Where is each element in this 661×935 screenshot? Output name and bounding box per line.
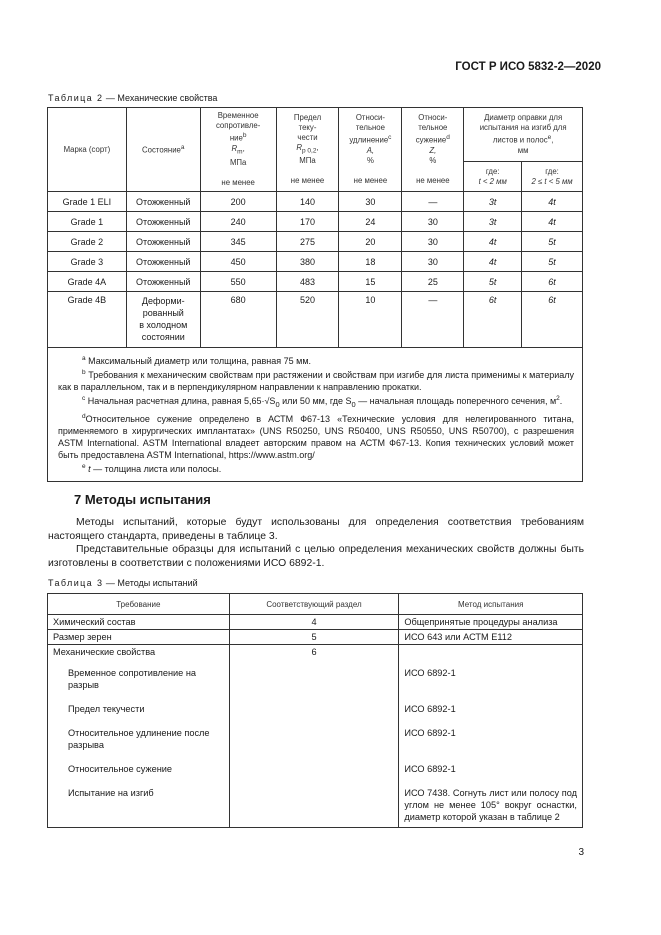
section-7-title: 7 Методы испытания <box>74 492 211 507</box>
header-reduction: Относи- тельное сужение$^d$ Z, % не менее <box>402 108 464 192</box>
section-7-paragraph: Представительные образцы для испытаний с целью определения механических свойств должны быть изготовлены в соответствии с положениями ИСО 6892-1. <box>48 544 584 569</box>
header-bend-thick: где: 2 ≤ t < 5 мм <box>522 162 583 192</box>
value-cell: 170 <box>276 212 339 232</box>
value-cell: 345 <box>200 232 276 252</box>
value-cell: 200 <box>200 192 276 212</box>
section-7-paragraph: Методы испытаний, которые будут использованы для определения соответствия требованиям настоящего стандарта, приведены в таблице 3. <box>48 517 584 542</box>
page-number: 3 <box>578 847 584 858</box>
method-cell: ИСО 7438. Согнуть лист или полосу под углом не менее 105° вокруг оснастки, диаметр которой указан в таблице 2 <box>399 781 583 828</box>
table-row <box>48 252 583 272</box>
method-cell: ИСО 643 или АСТМ Е112 <box>399 630 583 645</box>
value-cell: 18 <box>339 252 402 272</box>
method-cell: ИСО 6892-1 <box>399 661 583 697</box>
document-header: ГОСТ Р ИСО 5832-2—2020 <box>455 61 601 73</box>
section-cell: 6 <box>229 645 399 662</box>
method-cell <box>399 645 583 662</box>
requirement-cell: Временное сопротивление на разрыв <box>48 661 230 697</box>
grade-cell: Grade 1 ELI <box>48 192 127 212</box>
header-elongation: Относи- тельное удлинение$^c$ A, % не менее <box>339 108 402 192</box>
requirement-cell: Предел текучести <box>48 697 230 721</box>
value-cell: 140 <box>276 192 339 212</box>
note-e: $^e$ t — толщина листа или полосы. <box>82 462 222 474</box>
condition-cell: Отожженный <box>126 272 200 292</box>
value-cell: 5t <box>522 232 583 252</box>
table2-notes <box>48 348 583 482</box>
table-row <box>48 292 583 348</box>
requirement-cell: Испытание на изгиб <box>48 781 230 828</box>
mechanical-properties-table <box>47 107 583 482</box>
value-cell: 25 <box>402 272 464 292</box>
value-cell: 450 <box>200 252 276 272</box>
value-cell: 240 <box>200 212 276 232</box>
value-cell: 20 <box>339 232 402 252</box>
header-requirement: Требование <box>48 594 230 615</box>
value-cell: 483 <box>276 272 339 292</box>
value-cell: 5t <box>522 252 583 272</box>
table-row <box>48 232 583 252</box>
section-cell <box>229 721 399 757</box>
note-c: $^c$ Начальная расчетная длина, равная $5,65\cdot√S_0$ или 50 мм, где $S_0$ — начальная площадь поперечного сечения, $м^2$. <box>82 395 563 409</box>
table-row <box>48 757 583 781</box>
requirement-cell: Размер зерен <box>48 630 230 645</box>
condition-cell: Отожженный <box>126 212 200 232</box>
method-cell: ИСО 6892-1 <box>399 697 583 721</box>
header-section: Соответствующий раздел <box>229 594 399 615</box>
header-bend-diameter: Диаметр оправки для испытания на изгиб для листов и полос$^e$, мм <box>464 108 583 162</box>
section-cell: 5 <box>229 630 399 645</box>
value-cell: 10 <box>339 292 402 348</box>
value-cell: 24 <box>339 212 402 232</box>
section-cell <box>229 781 399 828</box>
table-row <box>48 661 583 697</box>
note-a: $^a$ Максимальный диаметр или толщина, равная 75 мм. <box>82 355 312 366</box>
table3-caption: Таблица 3 — Методы испытаний <box>48 578 198 588</box>
value-cell: 3t <box>464 192 522 212</box>
table-row <box>48 721 583 757</box>
method-cell: ИСО 6892-1 <box>399 721 583 757</box>
grade-cell: Grade 1 <box>48 212 127 232</box>
test-methods-table <box>47 593 583 828</box>
grade-cell: Grade 4B <box>48 292 127 348</box>
value-cell: 4t <box>522 212 583 232</box>
method-cell: ИСО 6892-1 <box>399 757 583 781</box>
value-cell: — <box>402 292 464 348</box>
table-row <box>48 272 583 292</box>
section-cell <box>229 661 399 697</box>
value-cell: 520 <box>276 292 339 348</box>
section-cell: 4 <box>229 615 399 630</box>
value-cell: 6t <box>522 272 583 292</box>
value-cell: 680 <box>200 292 276 348</box>
table-row <box>48 212 583 232</box>
section-cell <box>229 757 399 781</box>
table-row <box>48 630 583 645</box>
section-7-text <box>48 516 584 570</box>
note-d: $^d$Относительное сужение определено в АСТМ Ф67-13 «Технические условия для нелегированного титана, применяемого в хирургических имплантатах» (UNS R50250, UNS R50400, UNS R50550, UNS R50700), с разрешения ASTM International. ASTM International владеет авторским правом на АСТМ Ф67-13. Копия технических условий может быть предоставлена ASTM International, https://www.astm.org/ <box>58 412 574 460</box>
table2-caption: Таблица 2 — Механические свойства <box>48 93 218 103</box>
value-cell: 6t <box>522 292 583 348</box>
section-cell <box>229 697 399 721</box>
value-cell: 275 <box>276 232 339 252</box>
grade-cell: Grade 4A <box>48 272 127 292</box>
header-bend-thin: где: t < 2 мм <box>464 162 522 192</box>
method-cell: Общепринятые процедуры анализа <box>399 615 583 630</box>
value-cell: 15 <box>339 272 402 292</box>
value-cell: 30 <box>402 232 464 252</box>
header-grade: Марка (сорт) <box>48 108 127 192</box>
header-tensile: Временное сопротивле- ние$^b$ $R_m$, МПа не менее <box>200 108 276 192</box>
grade-cell: Grade 3 <box>48 252 127 272</box>
value-cell: 4t <box>464 252 522 272</box>
requirement-cell: Механические свойства <box>48 645 230 662</box>
grade-cell: Grade 2 <box>48 232 127 252</box>
value-cell: 3t <box>464 212 522 232</box>
value-cell: — <box>402 192 464 212</box>
requirement-cell: Относительное удлинение после разрыва <box>48 721 230 757</box>
condition-cell: Отожженный <box>126 192 200 212</box>
table-row <box>48 615 583 630</box>
value-cell: 4t <box>464 232 522 252</box>
requirement-cell: Относительное сужение <box>48 757 230 781</box>
header-condition: Состояние$^a$ <box>126 108 200 192</box>
table-row <box>48 781 583 828</box>
condition-cell: Отожженный <box>126 252 200 272</box>
header-method: Метод испытания <box>399 594 583 615</box>
value-cell: 30 <box>402 212 464 232</box>
header-yield: Предел теку- чести $R_{p 0,2}$, МПа не менее <box>276 108 339 192</box>
condition-cell: Деформи- рованный в холодном состоянии <box>126 292 200 348</box>
value-cell: 380 <box>276 252 339 272</box>
value-cell: 5t <box>464 272 522 292</box>
value-cell: 550 <box>200 272 276 292</box>
note-b: $^b$ Требования к механическим свойствам при растяжении и свойствам при изгибе для листа применимы к материалу как в параллельном, так и в перпендикулярном направлении к направлению прокатки. <box>58 369 574 392</box>
value-cell: 4t <box>522 192 583 212</box>
table-row <box>48 192 583 212</box>
table-row <box>48 697 583 721</box>
value-cell: 30 <box>339 192 402 212</box>
condition-cell: Отожженный <box>126 232 200 252</box>
value-cell: 30 <box>402 252 464 272</box>
requirement-cell: Химический состав <box>48 615 230 630</box>
value-cell: 6t <box>464 292 522 348</box>
